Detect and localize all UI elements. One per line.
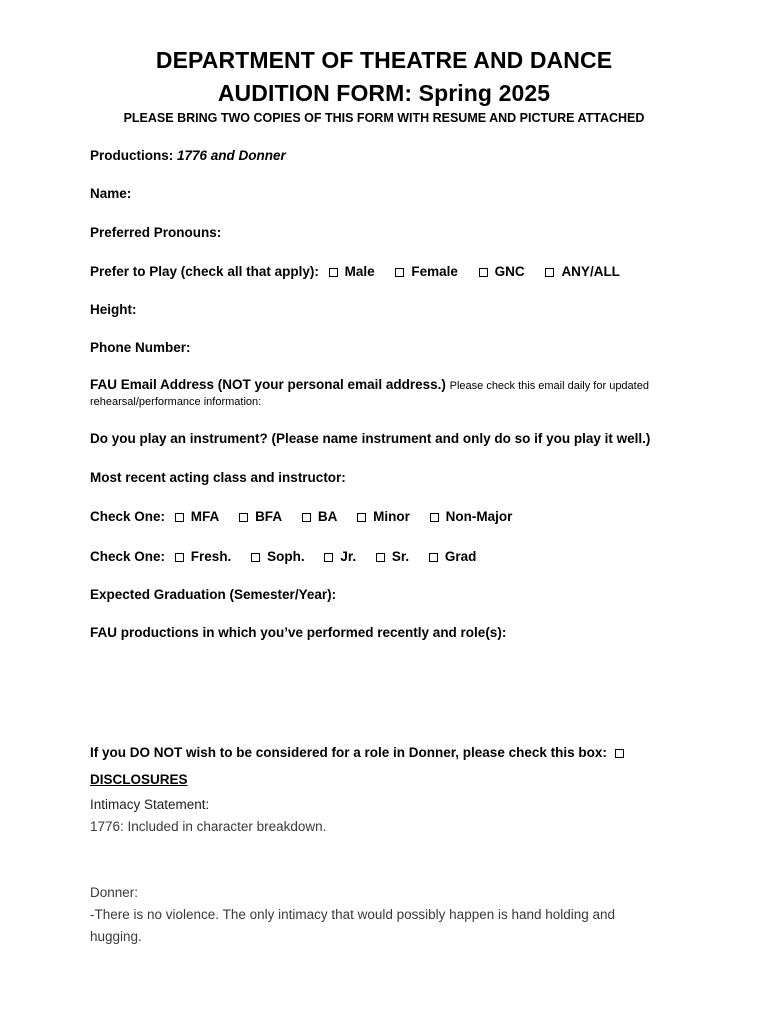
- year-label: Check One:: [90, 549, 166, 564]
- department-title: DEPARTMENT OF THEATRE AND DANCE: [155, 47, 613, 73]
- option-male[interactable]: Male: [329, 264, 375, 279]
- email-row: [90, 377, 649, 392]
- option-ba[interactable]: BA: [302, 509, 338, 524]
- year-row: [90, 549, 476, 564]
- prefer-to-play-label: Prefer to Play (check all that apply):: [90, 264, 319, 279]
- productions-value: 1776 and Donner: [177, 148, 286, 163]
- checkbox-female[interactable]: [395, 268, 404, 277]
- option-sr[interactable]: Sr.: [376, 549, 409, 564]
- checkbox-soph[interactable]: [251, 553, 260, 562]
- option-soph[interactable]: Soph.: [251, 549, 305, 564]
- email-note: Please check this email daily for updated: [449, 380, 649, 392]
- checkbox-bfa[interactable]: [239, 513, 248, 522]
- donner-text-line2: hugging.: [90, 929, 142, 944]
- donner-optout-row: [90, 745, 624, 760]
- checkbox-fresh[interactable]: [175, 553, 184, 562]
- checkbox-grad[interactable]: [429, 553, 438, 562]
- checkbox-gnc[interactable]: [479, 268, 488, 277]
- productions-row: [90, 148, 286, 163]
- graduation-field-label[interactable]: Expected Graduation (Semester/Year):: [90, 587, 337, 602]
- checkbox-sr[interactable]: [376, 553, 385, 562]
- acting-class-field-label[interactable]: Most recent acting class and instructor:: [90, 470, 346, 485]
- pronouns-field-label[interactable]: Preferred Pronouns:: [90, 225, 222, 240]
- checkbox-minor[interactable]: [357, 513, 366, 522]
- option-grad[interactable]: Grad: [429, 549, 477, 564]
- form-title: AUDITION FORM: Spring 2025: [217, 80, 551, 106]
- height-field-label[interactable]: Height:: [90, 302, 137, 317]
- option-non-major[interactable]: Non-Major: [430, 509, 513, 524]
- checkbox-non-major[interactable]: [430, 513, 439, 522]
- productions-label: Productions:: [90, 148, 174, 163]
- option-jr[interactable]: Jr.: [324, 549, 356, 564]
- name-field-label[interactable]: Name:: [90, 186, 132, 201]
- option-fresh[interactable]: Fresh.: [175, 549, 232, 564]
- intimacy-1776-text: 1776: Included in character breakdown.: [90, 819, 327, 834]
- degree-row: [90, 509, 512, 524]
- option-minor[interactable]: Minor: [357, 509, 410, 524]
- instrument-field-label[interactable]: Do you play an instrument? (Please name instrument and only do so if you play it well.): [90, 431, 651, 446]
- donner-optout-label: If you DO NOT wish to be considered for a role in Donner, please check this box:: [90, 745, 607, 760]
- option-any-all[interactable]: ANY/ALL: [545, 264, 620, 279]
- productions-performed-field-label[interactable]: FAU productions in which you’ve performed recently and role(s):: [90, 625, 507, 640]
- checkbox-ba[interactable]: [302, 513, 311, 522]
- disclosures-heading: DISCLOSURES: [90, 772, 188, 787]
- checkbox-jr[interactable]: [324, 553, 333, 562]
- checkbox-mfa[interactable]: [175, 513, 184, 522]
- option-female[interactable]: Female: [395, 264, 458, 279]
- checkbox-male[interactable]: [329, 268, 338, 277]
- email-note-continued: rehearsal/performance information:: [90, 396, 262, 408]
- form-instruction: PLEASE BRING TWO COPIES OF THIS FORM WITH RESUME AND PICTURE ATTACHED: [123, 111, 645, 125]
- checkbox-any-all[interactable]: [545, 268, 554, 277]
- option-gnc[interactable]: GNC: [479, 264, 525, 279]
- checkbox-donner-optout[interactable]: [615, 749, 624, 758]
- donner-text-line1: -There is no violence. The only intimacy that would possibly happen is hand holding and: [90, 907, 616, 922]
- donner-label: Donner:: [90, 885, 139, 900]
- intimacy-statement-label: Intimacy Statement:: [90, 797, 210, 812]
- email-field-label[interactable]: FAU Email Address (NOT your personal email address.): [90, 377, 446, 392]
- prefer-to-play-row: [90, 264, 620, 279]
- degree-label: Check One:: [90, 509, 166, 524]
- phone-field-label[interactable]: Phone Number:: [90, 340, 191, 355]
- option-bfa[interactable]: BFA: [239, 509, 282, 524]
- option-mfa[interactable]: MFA: [175, 509, 220, 524]
